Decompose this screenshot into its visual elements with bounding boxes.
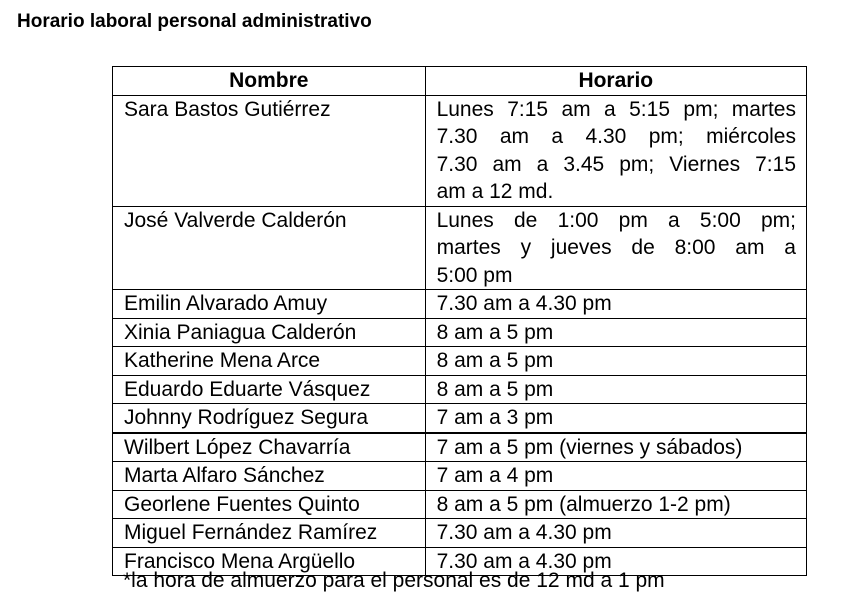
- cell-nombre: Wilbert López Chavarría: [113, 433, 426, 462]
- horario-line: 8 am a 5 pm: [436, 320, 554, 344]
- horario-line: 8 am a 5 pm: [436, 377, 554, 401]
- schedule-table: [112, 66, 807, 576]
- header-nombre: Nombre: [113, 67, 426, 96]
- cell-nombre: José Valverde Calderón: [113, 206, 426, 290]
- cell-nombre: Georlene Fuentes Quinto: [113, 490, 426, 519]
- cell-horario: [425, 95, 806, 206]
- table-row: [113, 318, 807, 347]
- cell-horario: [425, 318, 806, 347]
- horario-line: 7 am a 5 pm (viernes y sábados): [436, 435, 743, 459]
- cell-nombre: Marta Alfaro Sánchez: [113, 462, 426, 491]
- cell-horario: [425, 375, 806, 404]
- table-row: [113, 490, 807, 519]
- document-title: Horario laboral personal administrativo: [17, 11, 372, 32]
- table-row: [113, 519, 807, 548]
- cell-nombre: Johnny Rodríguez Segura: [113, 404, 426, 433]
- horario-line: Lunes 7:15 am a 5:15 pm; martes: [436, 97, 796, 121]
- table-header-row: [113, 67, 807, 96]
- cell-horario: [425, 290, 806, 319]
- cell-horario: [425, 433, 806, 462]
- horario-line: 7.30 am a 4.30 pm: [436, 521, 612, 544]
- cell-nombre: Sara Bastos Gutiérrez: [113, 95, 426, 206]
- cell-horario: [425, 490, 806, 519]
- table-row: [113, 95, 807, 206]
- table-row: [113, 404, 807, 433]
- horario-line: 7.30 am a 4.30 pm; miércoles: [436, 125, 796, 148]
- table-row: [113, 375, 807, 404]
- table-row: [113, 290, 807, 319]
- horario-line: 8 am a 5 pm: [436, 349, 554, 372]
- horario-line: martes y jueves de 8:00 am a: [436, 236, 796, 259]
- cell-nombre: Francisco Mena Argüello: [113, 547, 426, 576]
- table-row: [113, 347, 807, 376]
- horario-line: 7 am a 4 pm: [436, 464, 554, 487]
- header-horario: Horario: [425, 67, 806, 96]
- horario-line: 8 am a 5 pm (almuerzo 1-2 pm): [436, 492, 731, 516]
- cell-horario: [425, 206, 806, 290]
- cell-horario: [425, 347, 806, 376]
- horario-line: 7 am a 3 pm: [436, 406, 554, 429]
- horario-line: 7.30 am a 4.30 pm: [436, 549, 612, 573]
- horario-line: 5:00 pm: [436, 263, 513, 287]
- cell-nombre: Eduardo Eduarte Vásquez: [113, 375, 426, 404]
- cell-horario: [425, 519, 806, 548]
- table-row: [113, 206, 807, 290]
- horario-line: Lunes de 1:00 pm a 5:00 pm;: [436, 208, 796, 232]
- table-row: [113, 462, 807, 491]
- cell-nombre: Emilin Alvarado Amuy: [113, 290, 426, 319]
- cell-horario: [425, 404, 806, 433]
- horario-line: 7.30 am a 3.45 pm; Viernes 7:15: [436, 152, 796, 176]
- horario-line: am a 12 md.: [436, 180, 554, 203]
- footnote: *la hora de almuerzo para el personal es de 12 md a 1 pm: [123, 569, 665, 592]
- cell-horario: [425, 462, 806, 491]
- horario-line: 7.30 am a 4.30 pm: [436, 292, 612, 315]
- table-row: [113, 433, 807, 462]
- cell-nombre: Xinia Paniagua Calderón: [113, 318, 426, 347]
- cell-nombre: Katherine Mena Arce: [113, 347, 426, 376]
- cell-nombre: Miguel Fernández Ramírez: [113, 519, 426, 548]
